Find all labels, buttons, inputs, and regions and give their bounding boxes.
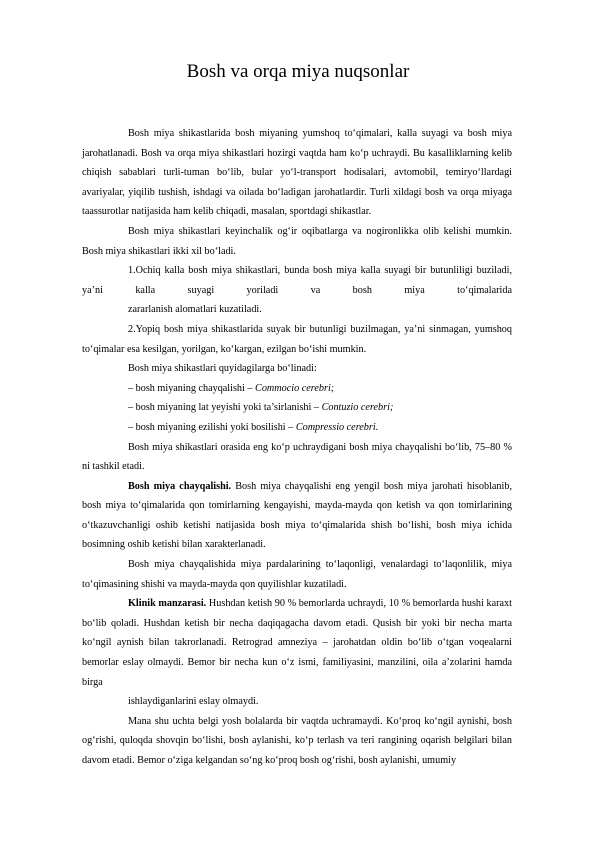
paragraph-intro: Bosh miya shikastlarida bosh miyaning yumshoq to‘qimalari, kalla suyagi va bosh miya jarohatlanadi. Bosh va orqa miya shikastlari hozirgi vaqtda ham ko‘p uchraydi. Bu kasalliklarning kelib chiqish sabablari turli-tuman bo‘lib, bular yo‘l-transport hodisalari, avtomobil, temiryo‘llardagi avariyalar, yiqilib tushish, ishdagi va oilada bo‘ladigan jarohatlardir. Turli xildagi bosh va orqa miyaga taassurotlar natijasida ham kelib chiqadi, masalan, sportdagi shikastlar. (82, 128, 512, 218)
paragraph-clinical-picture (82, 594, 512, 692)
latin-term: Compressio cerebri. (295, 421, 379, 433)
section-heading: Klinik manzarasi. (128, 598, 207, 610)
paragraph-text: Bosh miya chayqalishi eng yengil bosh miya jarohati hisoblanib, bosh miya to‘qimalarida qon tomirlarning kengayishi, mayda-mayda qon ketish va qon tomirlarining o‘tkazuvchanligi oshib ketishi natijasida bosh miya to‘qimalarida shish bo‘lishi, bosh miya ichida bosimning oshib ketishi bilan xarakterlanadi. (82, 480, 512, 551)
paragraph-concussion-signs: Bosh miya chayqalishida miya pardalarining to‘laqonligi, venalardagi to‘laqonlilik, miya to‘qimasining shishi va mayda-mayda qon quyilishlar kuzatiladi. (82, 559, 512, 590)
list-item-commocio (82, 379, 512, 399)
latin-term: Commocio cerebri; (255, 382, 335, 394)
paragraph-consequences: Bosh miya shikastlari keyinchalik og‘ir oqibatlarga va nogironlikka olib kelishi mumkin. Bosh miya shikastlari ikki xil bo‘ladi. (82, 225, 512, 257)
paragraph-frequency: Bosh miya shikastlari orasida eng ko‘p uchraydigani bosh miya chayqalishi bo‘lib, 75–80 % ni tashkil etadi. (82, 441, 512, 473)
list-item-text: – bosh miyaning chayqalishi – (128, 382, 256, 394)
section-heading: Bosh miya chayqalishi. (128, 480, 232, 492)
paragraph-clinical-picture-cont: ishlaydiganlarini eslay olmaydi. (128, 696, 259, 708)
paragraph-text: Hushdan ketish 90 % bemorlarda uchraydi, 10 % bemorlarda hushi karaxt bo‘lib qoladi. Hushdan ketish bir necha daqiqagacha davom etadi. Qusish bir yoki bir necha marta ko‘ngil aynish bilan takrorlanadi. Retrograd amneziya – jarohatdan oldin bo‘lib o‘tgan voqealarni bemorlar eslay olmaydi. Bemor bir necha kun o‘z ismi, familiyasini, manzilini, oila a’zolarini hamda birga (82, 598, 512, 688)
latin-term: Contuzio cerebri; (321, 402, 394, 414)
list-item-text: – bosh miyaning ezilishi yoki bosilishi – (128, 421, 296, 433)
paragraph-closed-injury: 2.Yopiq bosh miya shikastlarida suyak bir butunligi buzilmagan, ya’ni sinmagan, yumshoq to‘qimalar esa kesilgan, yorilgan, ko‘kargan, ezilgan bo‘ishi mumkin. (82, 323, 512, 355)
paragraph-concussion (82, 477, 512, 555)
paragraph-open-injury-cont: zararlanish alomatlari kuzatiladi. (128, 304, 262, 316)
paragraph-children: Mana shu uchta belgi yosh bolalarda bir vaqtda uchramaydi. Ko‘proq ko‘ngil aynishi, bosh og‘rishi, quloqda shovqin bo‘lishi, bosh aylanishi, ko‘p terlash va teri rangining oqarish belgilari bilan davom etadi. Bemor o‘ziga kelgandan so‘ng ko‘proq bosh og‘rishi, bosh aylanishi, umumiy (82, 715, 512, 766)
paragraph-classification: Bosh miya shikastlari quyidagilarga bo‘linadi: (128, 363, 317, 375)
list-item-text: – bosh miyaning lat yeyishi yoki ta’sirlanishi – (128, 402, 322, 414)
page-title: Bosh va orqa miya nuqsonlar (186, 61, 410, 82)
document-body (82, 124, 512, 771)
list-item-contuzio (82, 398, 512, 418)
list-item-compressio (82, 418, 512, 438)
paragraph-open-injury: 1.Ochiq kalla bosh miya shikastlari, bunda bosh miya kalla suyagi bir butunliligi buziladi, ya’ni kalla suyagi yoriladi va bosh miya to‘qimalarida (82, 265, 512, 296)
